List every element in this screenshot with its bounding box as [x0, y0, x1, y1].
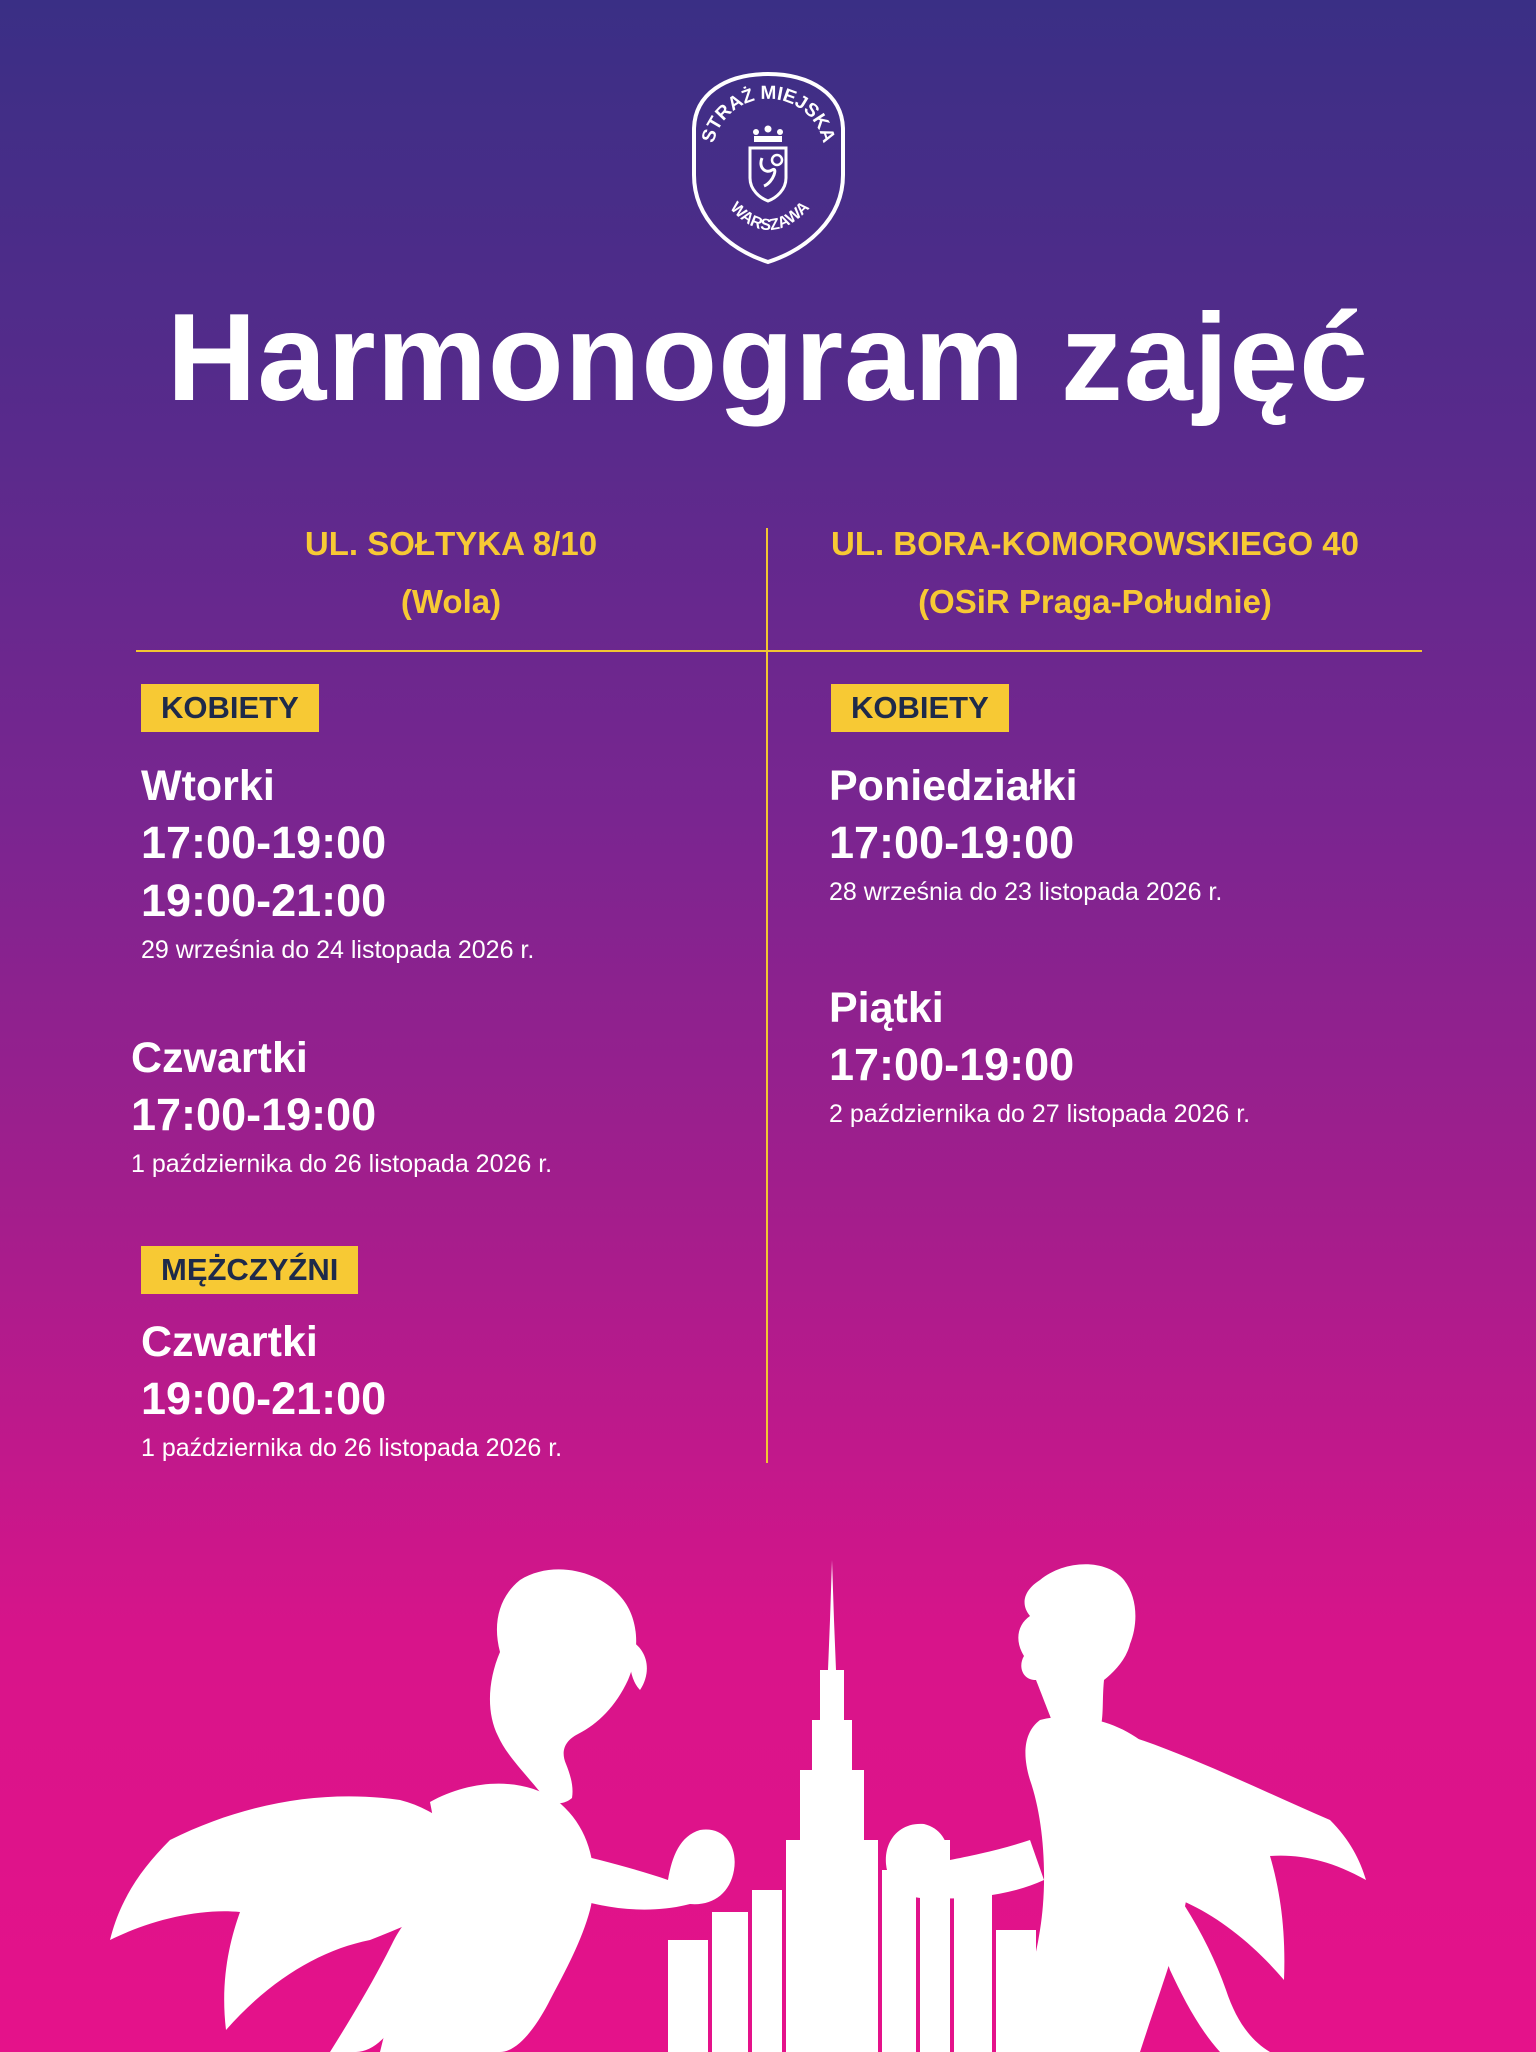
crown-icon [753, 126, 783, 143]
right-address-street: UL. BORA-KOMOROWSKIEGO 40 [830, 525, 1360, 562]
schedule-date-range: 1 października do 26 listopada 2026 r. [131, 1150, 553, 1178]
woman-runner-silhouette-icon [110, 1569, 735, 2052]
schedule-time: 19:00-21:00 [141, 1373, 387, 1424]
schedule-day: Czwartki [141, 1318, 318, 1366]
schedule-time: 19:00-21:00 [141, 875, 387, 926]
schedule-day: Wtorki [141, 762, 275, 810]
schedule-time: 17:00-19:00 [141, 817, 387, 868]
schedule-date-range: 2 października do 27 listopada 2026 r. [829, 1100, 1251, 1128]
left-women-schedule-2 [131, 1030, 552, 1184]
schedule-date-range: 1 października do 26 listopada 2026 r. [141, 1434, 563, 1462]
schedule-day: Czwartki [131, 1034, 308, 1082]
runners-illustration [0, 1540, 1536, 2052]
schedule-day: Piątki [829, 984, 944, 1032]
schedule-time: 17:00-19:00 [829, 817, 1075, 868]
right-address [768, 515, 1422, 631]
left-women-badge: KOBIETY [141, 684, 319, 732]
schedule-date-range: 29 września do 24 listopada 2026 r. [141, 936, 535, 964]
left-address-district: (Wola) [400, 583, 502, 620]
right-women-schedule-1 [829, 758, 1222, 912]
left-women-schedule-1 [141, 758, 534, 970]
left-address [136, 515, 766, 631]
mermaid-shield-icon [750, 148, 786, 201]
schedule-time: 17:00-19:00 [131, 1089, 377, 1140]
left-address-street: UL. SOŁTYKA 8/10 [304, 525, 598, 562]
schedule-time: 17:00-19:00 [829, 1039, 1075, 1090]
logo-top-text: STRAŻ MIEJSKA [698, 82, 839, 146]
schedule-day: Poniedziałki [829, 762, 1078, 810]
right-address-district: (OSiR Praga-Południe) [918, 583, 1272, 620]
schedule-date-range: 28 września do 23 listopada 2026 r. [829, 878, 1223, 906]
logo-bottom-text: WARSZAWA [726, 198, 813, 235]
straz-miejska-logo [686, 70, 851, 265]
page-title: Harmonogram zajęć [166, 289, 1370, 427]
right-women-schedule-2 [829, 980, 1250, 1134]
right-women-badge: KOBIETY [831, 684, 1009, 732]
left-men-badge: MĘŻCZYŹNI [141, 1246, 358, 1294]
header-divider [136, 650, 1422, 652]
left-men-schedule-1 [141, 1314, 562, 1468]
svg-text:WARSZAWA [727, 198, 813, 234]
column-divider [766, 528, 768, 1463]
warsaw-skyline-silhouette-icon [668, 1560, 1036, 2052]
